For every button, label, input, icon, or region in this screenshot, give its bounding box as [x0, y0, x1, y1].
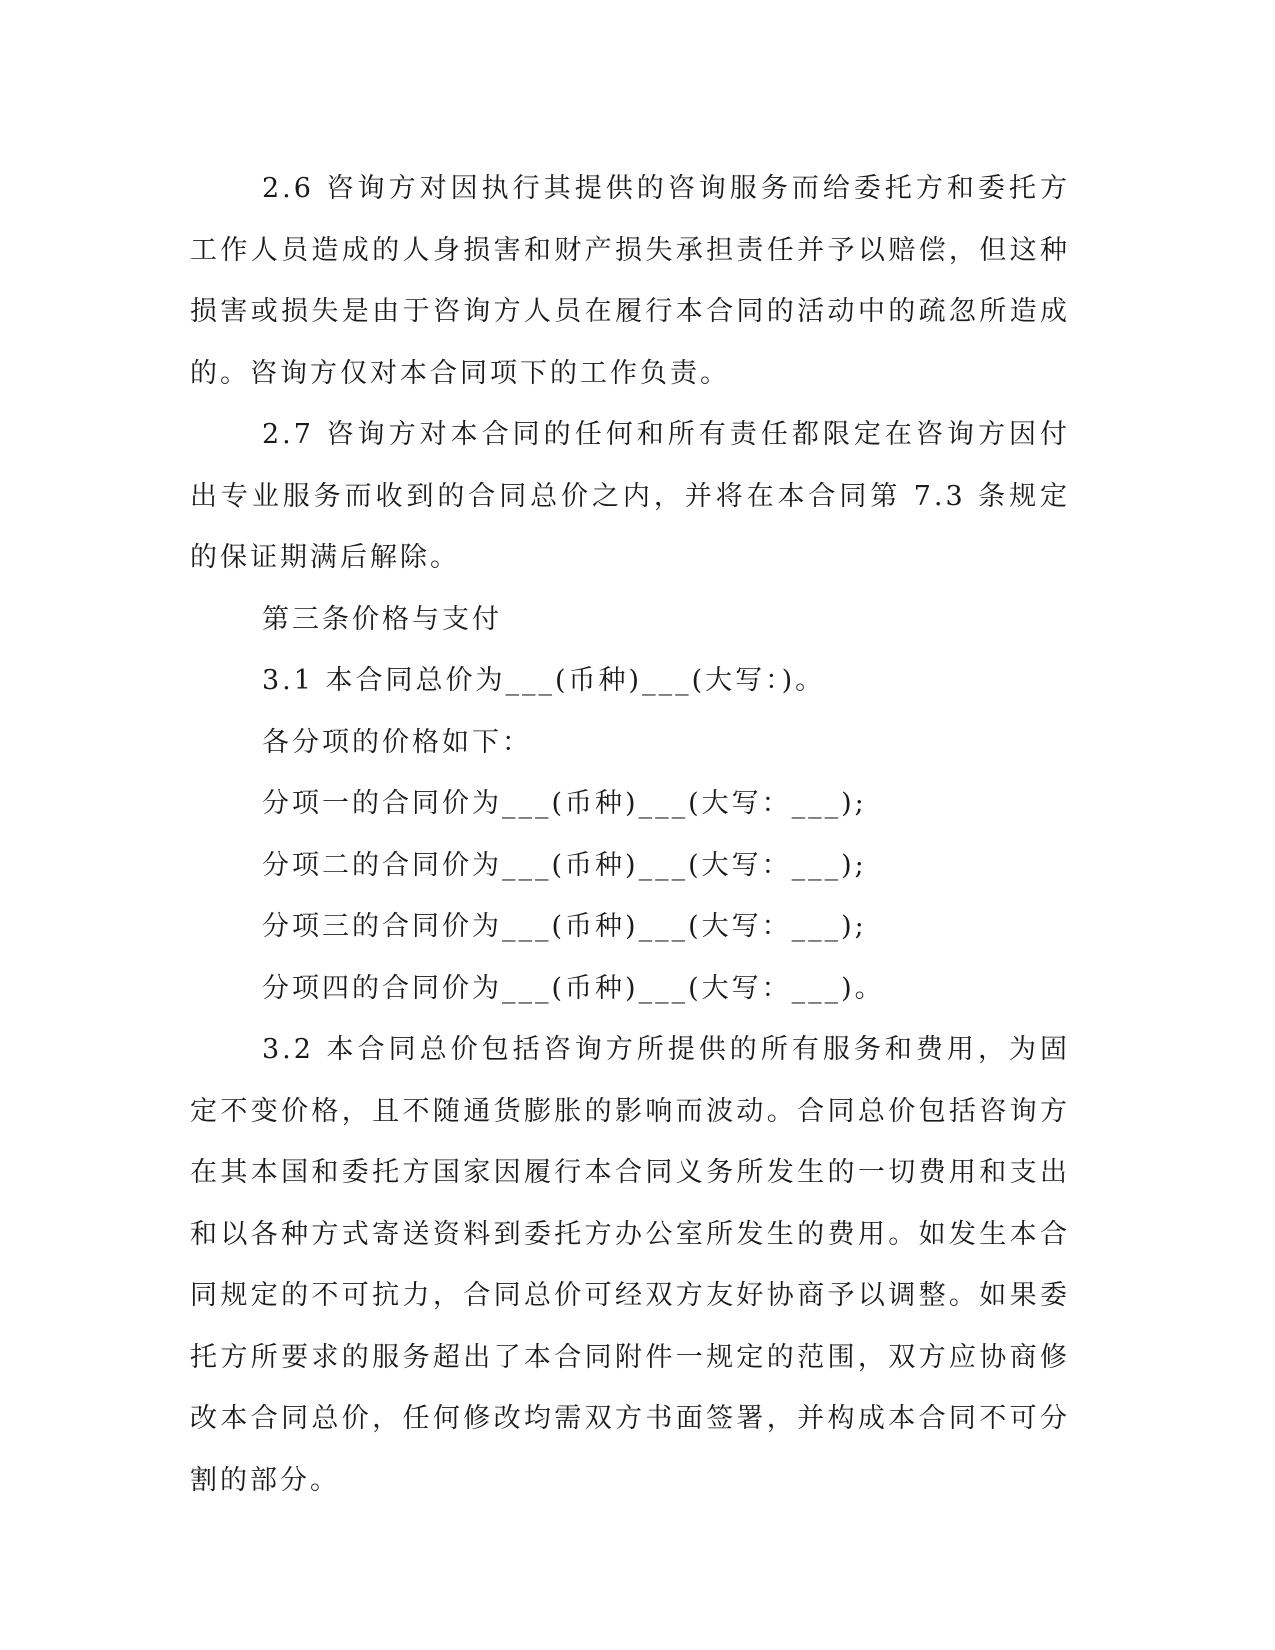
item-1-price: 分项一的合同价为___(币种)___(大写：___); — [262, 788, 867, 819]
item-4-price: 分项四的合同价为___(币种)___(大写：___)。 — [262, 972, 885, 1004]
item-3-price: 分项三的合同价为___(币种)___(大写：___); — [262, 911, 867, 942]
document-body — [190, 158, 1070, 1511]
section-heading-3: 第三条价格与支付 — [262, 603, 502, 635]
clause-2-6: 2.6 咨询方对因执行其提供的咨询服务而给委托方和委托方工作人员造成的人身损害和财产损失承担责任并予以赔偿，但这种损害或损失是由于咨询方人员在履行本合同的活动中的疏忽所造成的。咨询方仅对本合同项下的工作负责。 — [190, 173, 1070, 389]
clause-3-2: 3.2 本合同总价包括咨询方所提供的所有服务和费用，为固定不变价格，且不随通货膨胀的影响而波动。合同总价包括咨询方在其本国和委托方国家因履行本合同义务所发生的一切费用和支出和以各种方式寄送资料到委托方办公室所发生的费用。如发生本合同规定的不可抗力，合同总价可经双方友好协商予以调整。如果委托方所要求的服务超出了本合同附件一规定的范围，双方应协商修改本合同总价，任何修改均需双方书面签署，并构成本合同不可分割的部分。 — [190, 1034, 1070, 1496]
clause-2-7: 2.7 咨询方对本合同的任何和所有责任都限定在咨询方因付出专业服务而收到的合同总价之内，并将在本合同第 7.3 条规定的保证期满后解除。 — [190, 419, 1070, 573]
items-intro: 各分项的价格如下： — [262, 726, 532, 758]
clause-3-1: 3.1 本合同总价为___(币种)___(大写：)。 — [262, 665, 826, 696]
item-2-price: 分项二的合同价为___(币种)___(大写：___); — [262, 849, 867, 881]
